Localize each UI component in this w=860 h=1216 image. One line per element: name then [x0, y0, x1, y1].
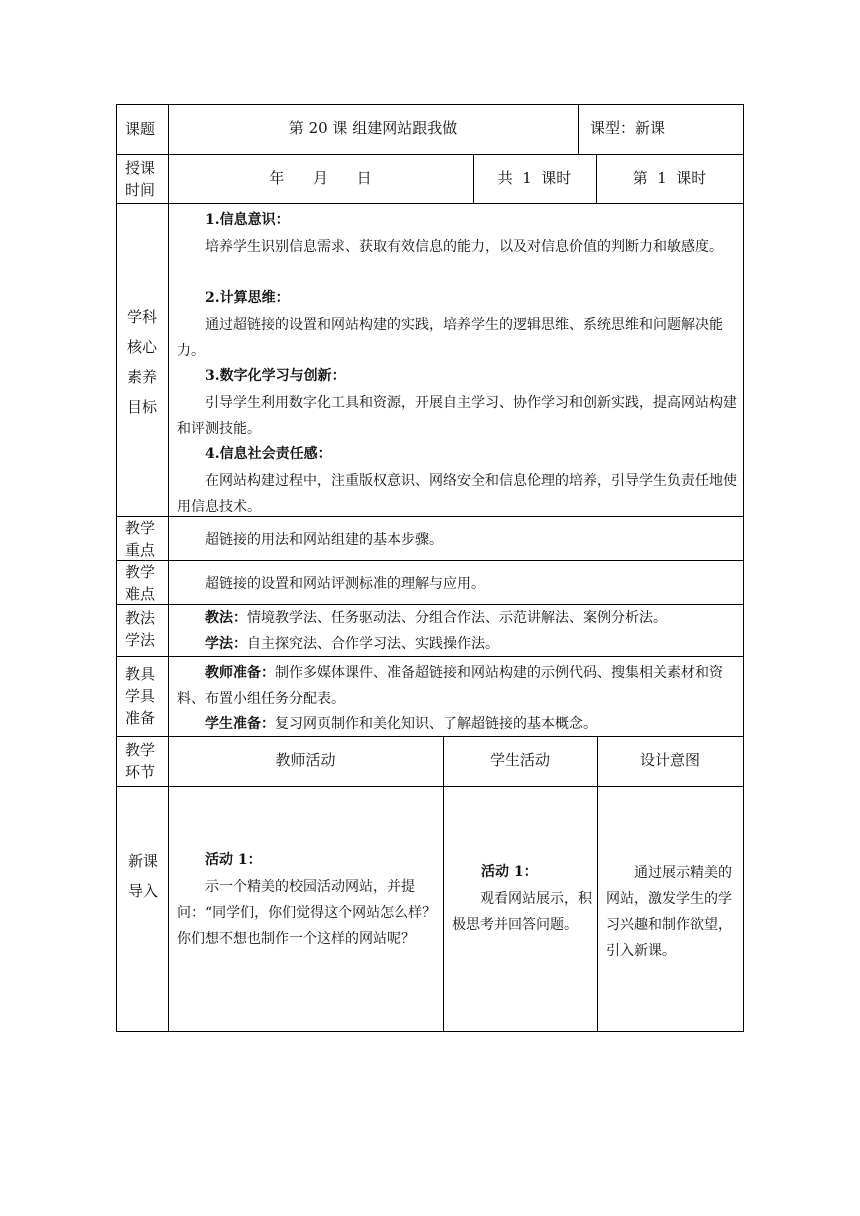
table-border: [116, 154, 744, 155]
goal-text: 培养学生识别信息需求、获取有效信息的能力，以及对信息价值的判断力和敏感度。: [205, 239, 723, 255]
difficulties-text: 超链接的设置和网站评测标准的理解与应用。: [205, 576, 485, 592]
goal-text: 引导学生利用数字化工具和资源，开展自主学习、协作学习和创新实践，提高网站构建和评测技能。: [177, 395, 737, 437]
col-student-activity: 学生活动: [489, 751, 550, 769]
table-border: [578, 104, 579, 154]
table-border: [116, 1031, 744, 1032]
goal-heading: 4.信息社会责任感：: [205, 446, 332, 462]
methods-label: 教法学法: [125, 609, 156, 649]
goal-heading: 2.计算思维：: [205, 290, 290, 306]
key-points-text: 超链接的用法和网站组建的基本步骤。: [205, 532, 443, 548]
table-border: [116, 104, 117, 1032]
goal-heading: 3.数字化学习与创新：: [205, 368, 346, 384]
intro-label: 新课导入: [128, 852, 159, 900]
teacher-activity-text: 示一个精美的校园活动网站，并提问：“同学们，你们觉得这个网站怎么样？你们想不想也制作一个这样的网站呢？: [177, 879, 437, 947]
teach-method-label: 教法：: [205, 610, 247, 626]
design-intent-text: 通过展示精美的网站，激发学生的学习兴趣和制作欲望，引入新课。: [606, 865, 732, 959]
table-border: [116, 736, 744, 737]
student-prep: [205, 712, 597, 736]
student-activity-heading: 活动 1：: [481, 864, 538, 880]
learn-method-label: 学法：: [205, 636, 247, 652]
teacher-activity-heading: 活动 1：: [205, 852, 262, 868]
teach-method: [205, 606, 667, 630]
table-border: [168, 104, 169, 1032]
table-border: [116, 203, 744, 204]
topic-label: 课题: [125, 120, 156, 138]
table-border: [116, 656, 744, 657]
learn-method-text: 自主探究法、合作学习法、实践操作法。: [247, 636, 499, 652]
teacher-prep: [177, 660, 739, 712]
goals-label: 学科核心素养目标: [127, 308, 158, 416]
table-border: [743, 104, 744, 1032]
col-design-intent: 设计意图: [639, 751, 700, 769]
table-border: [116, 104, 744, 105]
teach-method-text: 情境教学法、任务驱动法、分组合作法、示范讲解法、案例分析法。: [247, 610, 667, 626]
teacher-prep-label: 教师准备：: [205, 665, 275, 681]
student-prep-text: 复习网页制作和美化知识、了解超链接的基本概念。: [275, 716, 597, 732]
table-border: [116, 560, 744, 561]
goal-text: 通过超链接的设置和网站构建的实践，培养学生的逻辑思维、系统思维和问题解决能力。: [177, 317, 723, 359]
current-hour: 第 1 课时: [632, 169, 707, 187]
time-label: 授课时间: [125, 159, 156, 199]
table-border: [443, 736, 444, 1032]
table-border: [597, 736, 598, 1032]
student-activity-text: 观看网站展示，积极思考并回答问题。: [452, 891, 592, 933]
table-border: [116, 604, 744, 605]
difficulties-label: 教学难点: [125, 563, 156, 603]
goal-text: 在网站构建过程中，注重版权意识、网络安全和信息伦理的培养，引导学生负责任地使用信息技术。: [177, 473, 737, 515]
date-field: 年 月 日: [269, 169, 372, 187]
process-label: 教学环节: [125, 741, 156, 781]
tools-label: 教具学具准备: [125, 665, 156, 727]
lesson-type: 课型：新课: [590, 119, 666, 137]
teacher-prep-text: 制作多媒体课件、准备超链接和网站构建的示例代码、搜集相关素材和资料、布置小组任务分配表。: [177, 665, 723, 707]
table-border: [116, 786, 744, 787]
goal-heading: 1.信息意识：: [205, 212, 290, 228]
learn-method: [205, 632, 499, 656]
col-teacher-activity: 教师活动: [275, 751, 336, 769]
total-hours: 共 1 课时: [497, 169, 572, 187]
key-points-label: 教学重点: [125, 519, 156, 559]
lesson-title: 第 20 课 组建网站跟我做: [288, 119, 458, 137]
student-prep-label: 学生准备：: [205, 716, 275, 732]
